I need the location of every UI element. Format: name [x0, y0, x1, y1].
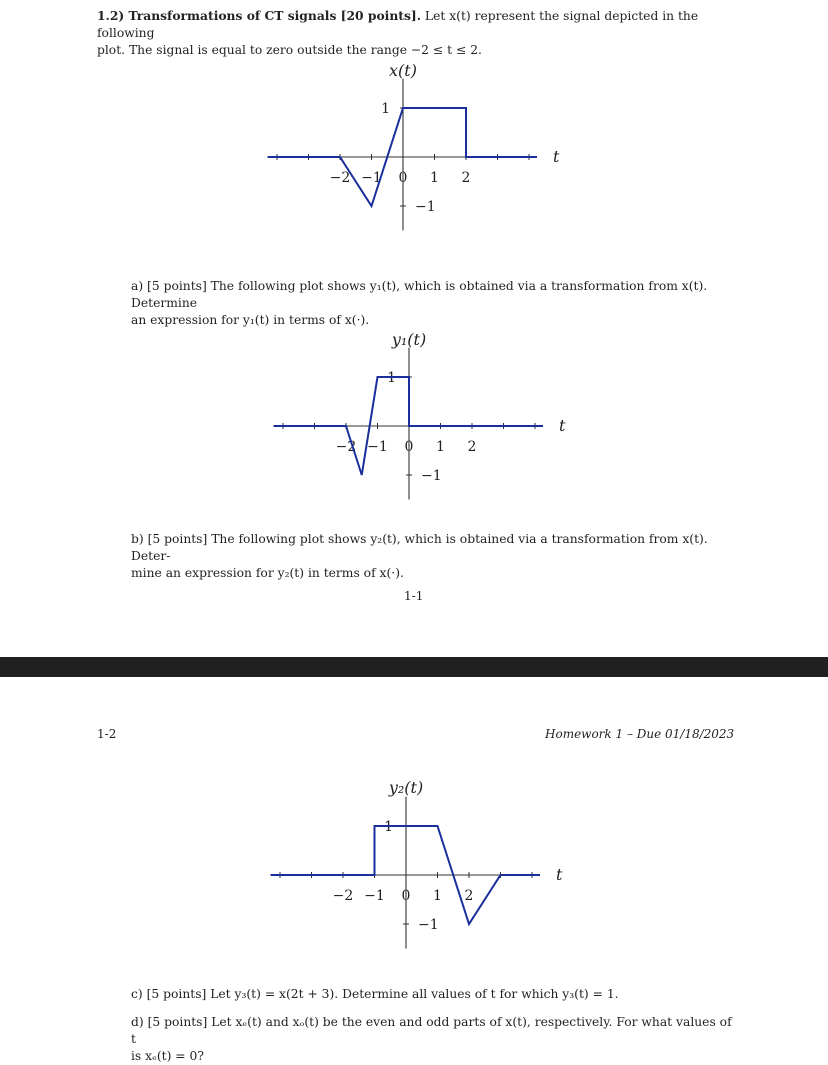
y-tick-label: 1 — [387, 370, 396, 386]
x-axis-label: t — [559, 416, 566, 435]
plot-title: y₂(t) — [388, 778, 424, 797]
part-d-text: d) [5 points] Let xₑ(t) and xₒ(t) be the even and odd parts of x(t), respectively. For what values of t is xₑ(t) = 0? — [131, 1015, 732, 1063]
part-a-text: a) [5 points] The following plot shows y₁(t), which is obtained via a transformation from x(t). Determine an expression for y₁(t) in terms of x(·). — [131, 279, 708, 327]
x-tick-label: −1 — [364, 888, 385, 904]
y-tick-label: −1 — [418, 917, 439, 933]
plot-y1 — [274, 330, 566, 500]
x-tick-label: 0 — [401, 888, 411, 904]
x-tick-label: 1 — [430, 170, 439, 186]
x-axis-label: t — [556, 865, 563, 884]
signal-line — [274, 377, 543, 475]
plot-y2 — [271, 778, 563, 949]
x-tick-label: 2 — [467, 439, 477, 455]
x-tick-label: −2 — [329, 170, 351, 186]
problem-intro-line2: plot. The signal is equal to zero outside the range −2 ≤ t ≤ 2. — [97, 43, 482, 57]
plot-title: y₁(t) — [391, 330, 427, 349]
part-c-text: c) [5 points] Let y₃(t) = x(2t + 3). Determine all values of t for which y₃(t) = 1. — [131, 987, 619, 1001]
page-header: Homework 1 – Due 01/18/2023 — [545, 727, 735, 741]
plot-title: x(t) — [389, 61, 417, 80]
y-tick-label: 1 — [384, 819, 393, 835]
plot-x — [268, 61, 560, 231]
y-tick-label: 1 — [381, 101, 390, 117]
x-tick-label: 2 — [464, 888, 474, 904]
x-tick-label: 1 — [433, 888, 442, 904]
x-tick-label: 1 — [436, 439, 445, 455]
y-tick-label: −1 — [421, 468, 442, 484]
x-axis-label: t — [553, 147, 560, 166]
problem-title: 1.2) Transformations of CT signals [20 points]. — [97, 8, 421, 23]
page-number: 1-2 — [97, 727, 117, 741]
x-tick-label: −2 — [332, 888, 354, 904]
x-tick-label: −1 — [361, 170, 382, 186]
problem-intro: Let x(t) represent the signal depicted in the following — [97, 9, 699, 40]
x-tick-label: −1 — [367, 439, 388, 455]
x-tick-label: −2 — [335, 439, 357, 455]
x-tick-label: 2 — [461, 170, 471, 186]
part-b-text: b) [5 points] The following plot shows y₂(t), which is obtained via a transformation from x(t). Deter- mine an expression for y₂(t) in terms of x(·). — [131, 532, 708, 580]
x-tick-label: 0 — [398, 170, 408, 186]
y-tick-label: −1 — [415, 199, 436, 215]
x-tick-label: 0 — [404, 439, 414, 455]
page-footer: 1-1 — [404, 589, 424, 603]
